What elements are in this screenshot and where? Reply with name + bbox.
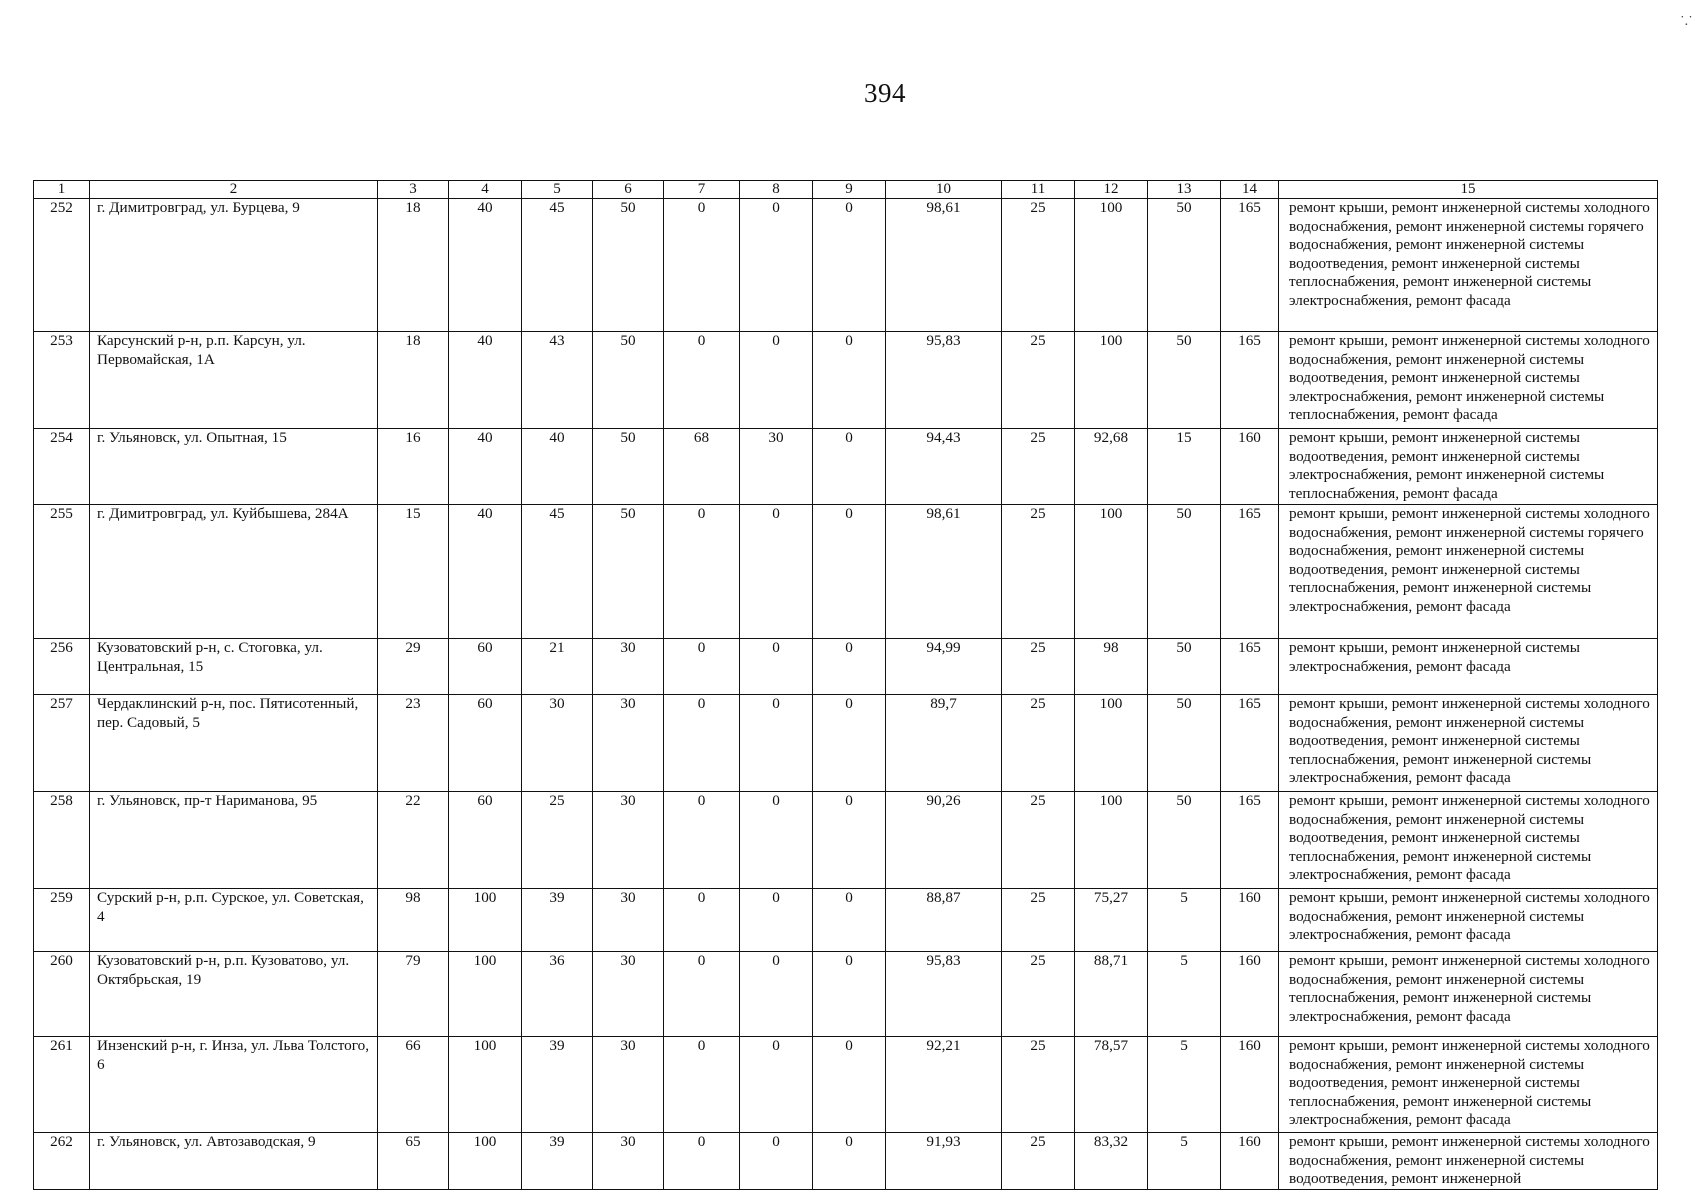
table-cell: 160 xyxy=(1221,429,1279,505)
column-header: 3 xyxy=(378,181,449,199)
table-cell: 98 xyxy=(378,889,449,952)
table-cell: 160 xyxy=(1221,1037,1279,1133)
table-cell: 262 xyxy=(34,1133,90,1190)
table-cell: 0 xyxy=(740,792,813,889)
table-cell: 0 xyxy=(740,889,813,952)
table-cell: 0 xyxy=(813,639,886,695)
table-cell: 0 xyxy=(813,952,886,1037)
column-header: 11 xyxy=(1002,181,1075,199)
table-cell: 68 xyxy=(664,429,740,505)
table-cell: 100 xyxy=(1075,505,1148,639)
works-cell: ремонт крыши, ремонт инженерной системы холодного водоснабжения, ремонт инженерной системы водоотведения, ремонт инженерной xyxy=(1279,1133,1658,1190)
table-cell: 92,21 xyxy=(886,1037,1002,1133)
table-cell: 50 xyxy=(1148,332,1221,429)
table-cell: 25 xyxy=(1002,505,1075,639)
table-cell: 0 xyxy=(813,332,886,429)
table-cell: 36 xyxy=(522,952,593,1037)
table-cell: 30 xyxy=(522,695,593,792)
table-cell: 29 xyxy=(378,639,449,695)
table-cell: 25 xyxy=(1002,695,1075,792)
table-cell: 50 xyxy=(593,199,664,332)
table-cell: 100 xyxy=(1075,332,1148,429)
column-header: 10 xyxy=(886,181,1002,199)
table-cell: 45 xyxy=(522,199,593,332)
table-cell: 83,32 xyxy=(1075,1133,1148,1190)
address-cell: г. Димитровград, ул. Бурцева, 9 xyxy=(90,199,378,332)
table-cell: 165 xyxy=(1221,695,1279,792)
table-cell: 30 xyxy=(740,429,813,505)
table-cell: 100 xyxy=(1075,792,1148,889)
table-cell: 30 xyxy=(593,639,664,695)
table-cell: 0 xyxy=(740,332,813,429)
table-cell: 25 xyxy=(1002,199,1075,332)
column-header: 14 xyxy=(1221,181,1279,199)
table-row xyxy=(34,639,1658,695)
table-cell: 22 xyxy=(378,792,449,889)
table-cell: 75,27 xyxy=(1075,889,1148,952)
table-cell: 39 xyxy=(522,1037,593,1133)
works-cell: ремонт крыши, ремонт инженерной системы холодного водоснабжения, ремонт инженерной системы электроснабжения, ремонт фасада xyxy=(1279,889,1658,952)
table-cell: 252 xyxy=(34,199,90,332)
table-cell: 50 xyxy=(1148,695,1221,792)
table-cell: 65 xyxy=(378,1133,449,1190)
table-row xyxy=(34,1133,1658,1190)
table-row xyxy=(34,952,1658,1037)
table-cell: 25 xyxy=(1002,429,1075,505)
table-cell: 92,68 xyxy=(1075,429,1148,505)
table-cell: 257 xyxy=(34,695,90,792)
table-cell: 0 xyxy=(664,1037,740,1133)
table-cell: 5 xyxy=(1148,952,1221,1037)
table-cell: 165 xyxy=(1221,639,1279,695)
table-row xyxy=(34,1037,1658,1133)
table-cell: 5 xyxy=(1148,1037,1221,1133)
works-cell: ремонт крыши, ремонт инженерной системы холодного водоснабжения, ремонт инженерной системы водоотведения, ремонт инженерной системы теплоснабжения, ремонт инженерной системы электроснабжения, ремонт фасада xyxy=(1279,1037,1658,1133)
table-cell: 45 xyxy=(522,505,593,639)
page-number: 394 xyxy=(864,78,906,108)
table-cell: 30 xyxy=(593,1133,664,1190)
table-cell: 165 xyxy=(1221,332,1279,429)
table-cell: 50 xyxy=(1148,639,1221,695)
table-cell: 0 xyxy=(813,429,886,505)
table-cell: 258 xyxy=(34,792,90,889)
works-cell: ремонт крыши, ремонт инженерной системы холодного водоснабжения, ремонт инженерной системы водоотведения, ремонт инженерной системы теплоснабжения, ремонт инженерной системы электроснабжения, ремонт фасада xyxy=(1279,792,1658,889)
works-table xyxy=(33,180,1658,1190)
table-cell: 23 xyxy=(378,695,449,792)
works-cell: ремонт крыши, ремонт инженерной системы холодного водоснабжения, ремонт инженерной системы теплоснабжения, ремонт инженерной системы электроснабжения, ремонт фасада xyxy=(1279,952,1658,1037)
table-cell: 100 xyxy=(449,889,522,952)
table-cell: 78,57 xyxy=(1075,1037,1148,1133)
table-body xyxy=(34,199,1658,1190)
table-cell: 50 xyxy=(593,429,664,505)
column-header: 6 xyxy=(593,181,664,199)
table-cell: 39 xyxy=(522,889,593,952)
table-cell: 25 xyxy=(1002,889,1075,952)
address-cell: Чердаклинский р-н, пос. Пятисотенный, пер. Садовый, 5 xyxy=(90,695,378,792)
table-cell: 88,87 xyxy=(886,889,1002,952)
column-header: 9 xyxy=(813,181,886,199)
table-cell: 30 xyxy=(593,695,664,792)
table-cell: 40 xyxy=(449,505,522,639)
column-header: 13 xyxy=(1148,181,1221,199)
table-cell: 0 xyxy=(813,199,886,332)
table-cell: 0 xyxy=(740,505,813,639)
table-cell: 50 xyxy=(1148,199,1221,332)
table-cell: 40 xyxy=(449,429,522,505)
table-cell: 255 xyxy=(34,505,90,639)
table-cell: 50 xyxy=(1148,792,1221,889)
address-cell: Карсунский р-н, р.п. Карсун, ул. Первомайская, 1А xyxy=(90,332,378,429)
table-cell: 95,83 xyxy=(886,332,1002,429)
table-cell: 0 xyxy=(664,952,740,1037)
table-cell: 0 xyxy=(664,695,740,792)
table-cell: 160 xyxy=(1221,889,1279,952)
table-cell: 43 xyxy=(522,332,593,429)
table-cell: 100 xyxy=(449,952,522,1037)
address-cell: Сурский р-н, р.п. Сурское, ул. Советская, 4 xyxy=(90,889,378,952)
table-cell: 30 xyxy=(593,889,664,952)
address-cell: г. Ульяновск, пр-т Нариманова, 95 xyxy=(90,792,378,889)
table-cell: 25 xyxy=(1002,792,1075,889)
table-cell: 100 xyxy=(1075,695,1148,792)
table-cell: 50 xyxy=(593,505,664,639)
table-cell: 0 xyxy=(813,792,886,889)
table-cell: 16 xyxy=(378,429,449,505)
table-cell: 18 xyxy=(378,199,449,332)
column-header: 2 xyxy=(90,181,378,199)
table-cell: 30 xyxy=(593,792,664,889)
table-cell: 0 xyxy=(813,505,886,639)
table-cell: 25 xyxy=(1002,952,1075,1037)
column-header: 1 xyxy=(34,181,90,199)
table-cell: 0 xyxy=(664,639,740,695)
table-cell: 94,99 xyxy=(886,639,1002,695)
table-cell: 261 xyxy=(34,1037,90,1133)
table-cell: 0 xyxy=(740,952,813,1037)
table-cell: 0 xyxy=(740,695,813,792)
table-cell: 0 xyxy=(813,1133,886,1190)
table-cell: 98 xyxy=(1075,639,1148,695)
works-cell: ремонт крыши, ремонт инженерной системы холодного водоснабжения, ремонт инженерной системы горячего водоснабжения, ремонт инженерной системы водоотведения, ремонт инженерной системы теплоснабжения, ремонт инженерной системы электроснабжения, ремонт фасада xyxy=(1279,505,1658,639)
table-cell: 98,61 xyxy=(886,505,1002,639)
table-cell: 160 xyxy=(1221,1133,1279,1190)
address-cell: г. Ульяновск, ул. Автозаводская, 9 xyxy=(90,1133,378,1190)
table-cell: 94,43 xyxy=(886,429,1002,505)
table-cell: 40 xyxy=(449,332,522,429)
table-cell: 0 xyxy=(813,889,886,952)
table-cell: 5 xyxy=(1148,889,1221,952)
table-cell: 0 xyxy=(664,199,740,332)
table-cell: 18 xyxy=(378,332,449,429)
table-cell: 160 xyxy=(1221,952,1279,1037)
table-cell: 90,26 xyxy=(886,792,1002,889)
table-cell: 89,7 xyxy=(886,695,1002,792)
table-cell: 50 xyxy=(593,332,664,429)
column-header: 8 xyxy=(740,181,813,199)
table-cell: 260 xyxy=(34,952,90,1037)
table-row xyxy=(34,199,1658,332)
table-cell: 0 xyxy=(664,1133,740,1190)
table-cell: 25 xyxy=(1002,1133,1075,1190)
column-header: 5 xyxy=(522,181,593,199)
table-cell: 5 xyxy=(1148,1133,1221,1190)
table-cell: 30 xyxy=(593,1037,664,1133)
table-cell: 88,71 xyxy=(1075,952,1148,1037)
table-cell: 0 xyxy=(813,695,886,792)
column-header: 12 xyxy=(1075,181,1148,199)
table-cell: 25 xyxy=(1002,639,1075,695)
table-header-row xyxy=(34,181,1658,199)
table-row xyxy=(34,429,1658,505)
works-cell: ремонт крыши, ремонт инженерной системы электроснабжения, ремонт фасада xyxy=(1279,639,1658,695)
address-cell: Кузоватовский р-н, р.п. Кузоватово, ул. Октябрьская, 19 xyxy=(90,952,378,1037)
table-cell: 253 xyxy=(34,332,90,429)
table-cell: 91,93 xyxy=(886,1133,1002,1190)
table-cell: 21 xyxy=(522,639,593,695)
address-cell: г. Димитровград, ул. Куйбышева, 284А xyxy=(90,505,378,639)
table-cell: 0 xyxy=(813,1037,886,1133)
table-cell: 165 xyxy=(1221,199,1279,332)
table-cell: 100 xyxy=(1075,199,1148,332)
table-cell: 0 xyxy=(740,639,813,695)
table-cell: 39 xyxy=(522,1133,593,1190)
column-header: 15 xyxy=(1279,181,1658,199)
table-cell: 66 xyxy=(378,1037,449,1133)
table-cell: 40 xyxy=(449,199,522,332)
works-cell: ремонт крыши, ремонт инженерной системы холодного водоснабжения, ремонт инженерной системы водоотведения, ремонт инженерной системы теплоснабжения, ремонт инженерной системы электроснабжения, ремонт фасада xyxy=(1279,695,1658,792)
column-header: 7 xyxy=(664,181,740,199)
table-cell: 0 xyxy=(740,199,813,332)
address-cell: Кузоватовский р-н, с. Стоговка, ул. Центральная, 15 xyxy=(90,639,378,695)
table-cell: 100 xyxy=(449,1133,522,1190)
table-cell: 50 xyxy=(1148,505,1221,639)
table-cell: 15 xyxy=(1148,429,1221,505)
table-cell: 40 xyxy=(522,429,593,505)
table-cell: 100 xyxy=(449,1037,522,1133)
table-cell: 79 xyxy=(378,952,449,1037)
table-row xyxy=(34,695,1658,792)
works-cell: ремонт крыши, ремонт инженерной системы холодного водоснабжения, ремонт инженерной системы водоотведения, ремонт инженерной системы электроснабжения, ремонт инженерной системы теплоснабжения, ремонт фасада xyxy=(1279,332,1658,429)
works-cell: ремонт крыши, ремонт инженерной системы холодного водоснабжения, ремонт инженерной системы горячего водоснабжения, ремонт инженерной системы водоотведения, ремонт инженерной системы теплоснабжения, ремонт инженерной системы электроснабжения, ремонт фасада xyxy=(1279,199,1658,332)
table-cell: 60 xyxy=(449,639,522,695)
table-row xyxy=(34,792,1658,889)
table-cell: 256 xyxy=(34,639,90,695)
table-cell: 0 xyxy=(740,1037,813,1133)
table-cell: 0 xyxy=(664,792,740,889)
works-cell: ремонт крыши, ремонт инженерной системы водоотведения, ремонт инженерной системы электроснабжения, ремонт инженерной системы теплоснабжения, ремонт фасада xyxy=(1279,429,1658,505)
table-cell: 165 xyxy=(1221,505,1279,639)
table-row xyxy=(34,889,1658,952)
scan-artifact: ˙.˙ xyxy=(1680,14,1693,29)
table-cell: 98,61 xyxy=(886,199,1002,332)
table-cell: 25 xyxy=(1002,1037,1075,1133)
table-cell: 165 xyxy=(1221,792,1279,889)
table-cell: 30 xyxy=(593,952,664,1037)
address-cell: Инзенский р-н, г. Инза, ул. Льва Толстого, 6 xyxy=(90,1037,378,1133)
table-cell: 259 xyxy=(34,889,90,952)
table-cell: 0 xyxy=(664,505,740,639)
table-cell: 25 xyxy=(522,792,593,889)
table-cell: 60 xyxy=(449,792,522,889)
table-cell: 0 xyxy=(664,332,740,429)
address-cell: г. Ульяновск, ул. Опытная, 15 xyxy=(90,429,378,505)
table-cell: 25 xyxy=(1002,332,1075,429)
table-cell: 95,83 xyxy=(886,952,1002,1037)
table-cell: 15 xyxy=(378,505,449,639)
table-cell: 254 xyxy=(34,429,90,505)
table-row xyxy=(34,332,1658,429)
table-row xyxy=(34,505,1658,639)
table-cell: 0 xyxy=(664,889,740,952)
table-cell: 0 xyxy=(740,1133,813,1190)
table-cell: 60 xyxy=(449,695,522,792)
column-header: 4 xyxy=(449,181,522,199)
